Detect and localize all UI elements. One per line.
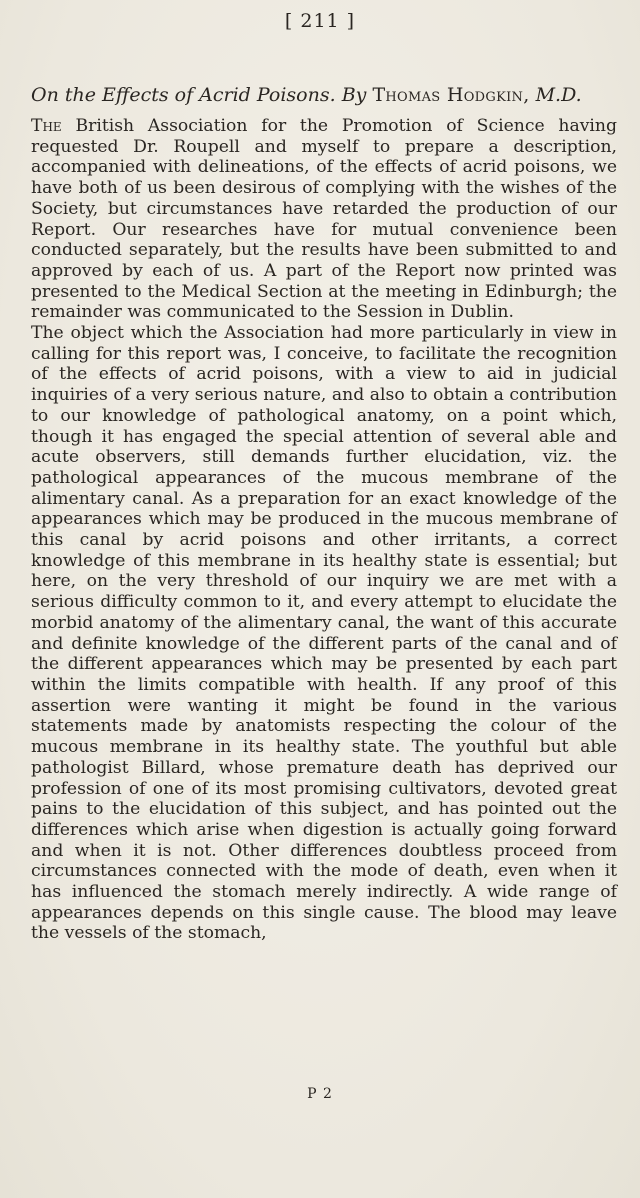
article-body — [31, 116, 617, 944]
title-text: On the Effects of Acrid Poisons. — [31, 84, 336, 106]
paragraph-2 — [31, 323, 617, 944]
paragraph-1 — [31, 116, 617, 323]
signature-mark: P 2 — [307, 1086, 333, 1102]
page-number: [ 211 ] — [284, 10, 356, 32]
title-by: By — [341, 84, 367, 106]
paragraph-text: British Association for the Promotion of Science having requested Dr. Roupell and myself to prepare a description, accompanied with delineations, of the effects of acrid poisons, we have both of us been desirous of complying with the wishes of the Society, but circumstances have retarded the production of our Report. Our researches have for mutual convenience been conducted separately, but the results have been submitted to and approved by each of us. A part of the Report now printed was presented to the Medical Section at the meeting in Edinburgh; the remainder was communicated to the Session in Dublin. — [31, 116, 617, 323]
paragraph-text: The object which the Association had more particularly in view in calling for this report was, I conceive, to facilitate the recognition of the effects of acrid poisons, with a view to aid in judicial inquiries of a very serious nature, and also to obtain a contribution to our knowledge of pathological anatomy, on a point which, though it has engaged the special attention of several able and acute observers, still demands further elucidation, viz. the pathological appearances of the mucous membrane of the alimentary canal. As a preparation for an exact knowledge of the appearances which may be produced in the mucous membrane of this canal by acrid poisons and other irritants, a correct knowledge of this membrane in its healthy state is essential; but here, on the very threshold of our inquiry we are met with a serious difficulty common to it, and every attempt to elucidate the morbid anatomy of the alimentary canal, the want of this accurate and definite knowledge of the different parts of the canal and of the different appearances which may be presented by each part within the limits compatible with health. If any proof of this assertion were wanting it might be found in the various statements made by anatomists respecting the colour of the mucous membrane in its healthy state. The youthful but able pathologist Billard, whose premature death has deprived our profession of one of its most promising cultivators, devoted great pains to the elucidation of this subject, and has pointed out the differences which arise when digestion is actually going forward and when it is not. Other differences doubtless proceed from circumstances connected with the mode of death, even when it has influenced the stomach merely indirectly. A wide range of appearances depends on this single cause. The blood may leave the vessels of the stomach, — [31, 323, 617, 944]
author-name: Thomas Hodgkin, — [372, 84, 530, 106]
paragraph-lead: The — [31, 116, 62, 136]
author-degree: M.D. — [535, 84, 582, 106]
article-title — [31, 84, 631, 106]
